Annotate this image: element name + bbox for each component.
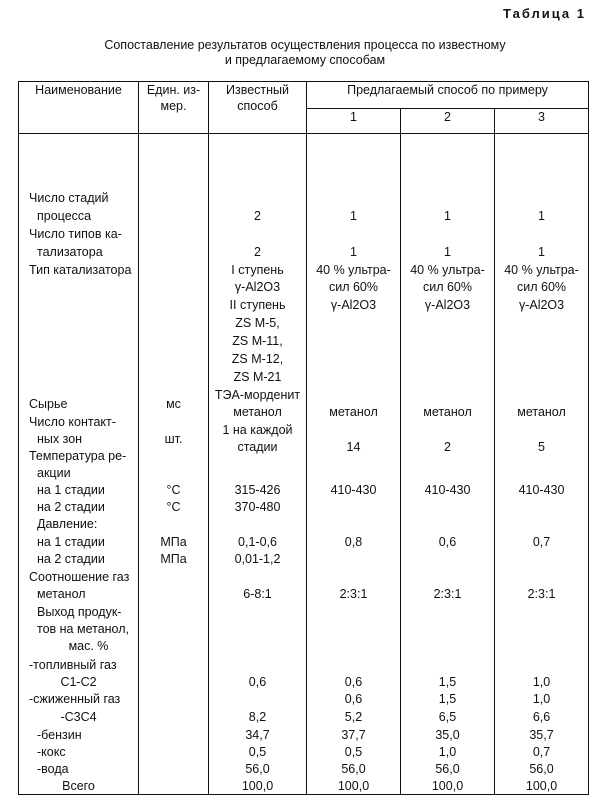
example-1-value: 40 % ультра- — [316, 263, 391, 277]
name-line: Давление: — [37, 517, 98, 531]
example-3-value: 6,6 — [532, 710, 551, 724]
example-2-value: 35,0 — [435, 728, 460, 742]
name-line: -топливный газ — [29, 658, 117, 672]
known-value: I ступень — [231, 263, 284, 277]
known-value: 0,1-0,6 — [238, 535, 277, 549]
known-value: 56,0 — [245, 762, 270, 776]
example-3-value: 2:3:1 — [527, 587, 556, 601]
column-unit — [139, 134, 209, 795]
example-1-value: 5,2 — [344, 710, 363, 724]
table-title — [60, 38, 550, 68]
name-line: Всего — [62, 779, 95, 793]
known-value: ZS M-5, — [235, 316, 280, 330]
table-title-line-1: Сопоставление результатов осуществления процесса по известному — [104, 38, 506, 52]
column-example-1 — [307, 134, 401, 795]
header-name: Наименование — [19, 82, 139, 134]
example-3-value: 1 — [538, 209, 545, 223]
unit-value: °С — [166, 483, 181, 497]
name-line: -сжиженный газ — [29, 692, 121, 706]
unit-value: °С — [166, 500, 181, 514]
name-line: Тип катализатора — [29, 263, 132, 277]
header-known-line-1: Известный — [225, 83, 289, 97]
known-value: стадии — [237, 440, 278, 454]
known-value: 1 на каждой — [222, 423, 293, 437]
name-line: на 1 стадии — [37, 535, 105, 549]
name-line: -кокс — [37, 745, 66, 759]
header-known-method — [209, 82, 307, 134]
name-line: тов на метанол, — [37, 622, 129, 636]
name-line: Сырье — [29, 397, 68, 411]
name-line: на 2 стадии — [37, 552, 105, 566]
known-value: 0,01-1,2 — [234, 552, 281, 566]
example-1-value: 0,8 — [344, 535, 363, 549]
example-2-value: 2 — [444, 440, 451, 454]
name-line: -С3С4 — [60, 710, 97, 724]
example-1-value: 1 — [350, 209, 357, 223]
comparison-table — [18, 81, 589, 795]
known-value: 0,6 — [248, 675, 267, 689]
example-2-value: 1 — [444, 245, 451, 259]
name-line: Соотношение газ — [29, 570, 130, 584]
example-3-value: 5 — [538, 440, 545, 454]
example-3-value: 0,7 — [532, 535, 551, 549]
known-value: 0,5 — [248, 745, 267, 759]
name-line: Температура ре- — [29, 449, 127, 463]
name-line: акции — [37, 466, 71, 480]
column-example-2 — [401, 134, 495, 795]
example-1-value: 56,0 — [341, 762, 366, 776]
example-3-value: 56,0 — [529, 762, 554, 776]
example-3-value: метанол — [517, 405, 566, 419]
example-2-value: 6,5 — [438, 710, 457, 724]
name-line: мас. % — [68, 639, 109, 653]
example-2-value: 1 — [444, 209, 451, 223]
example-2-value: 1,5 — [438, 692, 457, 706]
column-name — [19, 134, 139, 795]
unit-value: шт. — [164, 432, 183, 446]
header-example-2: 2 — [401, 109, 495, 134]
example-2-value: сил 60% — [422, 280, 473, 294]
example-1-value: 0,5 — [344, 745, 363, 759]
known-value: 2 — [254, 245, 261, 259]
known-value: 370-480 — [234, 500, 281, 514]
known-value: ТЭА-морденит — [214, 388, 301, 402]
header-unit — [139, 82, 209, 134]
header-example-3: 3 — [495, 109, 589, 134]
known-value: 315-426 — [234, 483, 281, 497]
known-value: 34,7 — [245, 728, 270, 742]
table-title-line-2: и предлагаемому способам — [224, 53, 386, 67]
header-unit-line-2: мер. — [160, 99, 187, 113]
example-3-value: γ-Al2O3 — [518, 298, 565, 312]
example-3-value: 1,0 — [532, 692, 551, 706]
unit-value: МПа — [160, 535, 187, 549]
known-value: ZS M-11, — [232, 334, 283, 348]
name-line: тализатора — [37, 245, 103, 259]
example-2-value: 1,0 — [438, 745, 457, 759]
example-3-value: 100,0 — [525, 779, 558, 793]
example-1-value: 14 — [346, 440, 361, 454]
example-3-value: 35,7 — [529, 728, 554, 742]
example-1-value: 410-430 — [330, 483, 377, 497]
table-caption: Таблица 1 — [502, 6, 586, 21]
example-2-value: 0,6 — [438, 535, 457, 549]
name-line: ных зон — [37, 432, 83, 446]
example-3-value: 40 % ультра- — [504, 263, 579, 277]
known-value: ZS M-12, — [231, 352, 284, 366]
name-line: процесса — [37, 209, 92, 223]
example-3-value: 410-430 — [518, 483, 565, 497]
name-line: метанол — [37, 587, 86, 601]
header-proposed-method: Предлагаемый способ по примеру — [307, 82, 589, 109]
example-3-value: 1 — [538, 245, 545, 259]
example-1-value: 2:3:1 — [339, 587, 368, 601]
example-1-value: 100,0 — [337, 779, 370, 793]
name-line: -вода — [37, 762, 69, 776]
example-2-value: 410-430 — [424, 483, 471, 497]
known-value: 2 — [254, 209, 261, 223]
example-2-value: γ-Al2O3 — [424, 298, 471, 312]
header-unit-line-1: Един. из- — [146, 83, 201, 97]
known-value: 8,2 — [248, 710, 267, 724]
example-1-value: 0,6 — [344, 692, 363, 706]
example-2-value: 2:3:1 — [433, 587, 462, 601]
name-line: Число контакт- — [29, 415, 116, 429]
example-2-value: 100,0 — [431, 779, 464, 793]
known-value: ZS M-21 — [233, 370, 282, 384]
example-1-value: 1 — [350, 245, 357, 259]
example-3-value: 1,0 — [532, 675, 551, 689]
example-3-value: 0,7 — [532, 745, 551, 759]
known-value: γ-Al2O3 — [234, 280, 281, 294]
known-value: 6-8:1 — [243, 587, 272, 601]
example-1-value: 0,6 — [344, 675, 363, 689]
header-example-1: 1 — [307, 109, 401, 134]
example-2-value: метанол — [423, 405, 472, 419]
name-line: Число типов ка- — [29, 227, 122, 241]
example-1-value: метанол — [329, 405, 378, 419]
name-line: Число стадий — [29, 191, 109, 205]
header-known-line-2: способ — [237, 99, 278, 113]
example-2-value: 56,0 — [435, 762, 460, 776]
name-line: на 2 стадии — [37, 500, 105, 514]
example-2-value: 1,5 — [438, 675, 457, 689]
known-value: II ступень — [229, 298, 286, 312]
column-known-method — [209, 134, 307, 795]
column-example-3 — [495, 134, 589, 795]
name-line: на 1 стадии — [37, 483, 105, 497]
unit-value: мс — [166, 397, 181, 411]
unit-value: МПа — [160, 552, 187, 566]
example-1-value: γ-Al2O3 — [330, 298, 377, 312]
name-line: -бензин — [37, 728, 82, 742]
known-value: метанол — [233, 405, 282, 419]
known-value: 100,0 — [241, 779, 274, 793]
name-line: Выход продук- — [37, 605, 122, 619]
example-3-value: сил 60% — [517, 280, 567, 294]
example-1-value: 37,7 — [341, 728, 366, 742]
name-line: С1-С2 — [60, 675, 97, 689]
example-2-value: 40 % ультра- — [410, 263, 485, 277]
example-1-value: сил 60% — [328, 280, 379, 294]
